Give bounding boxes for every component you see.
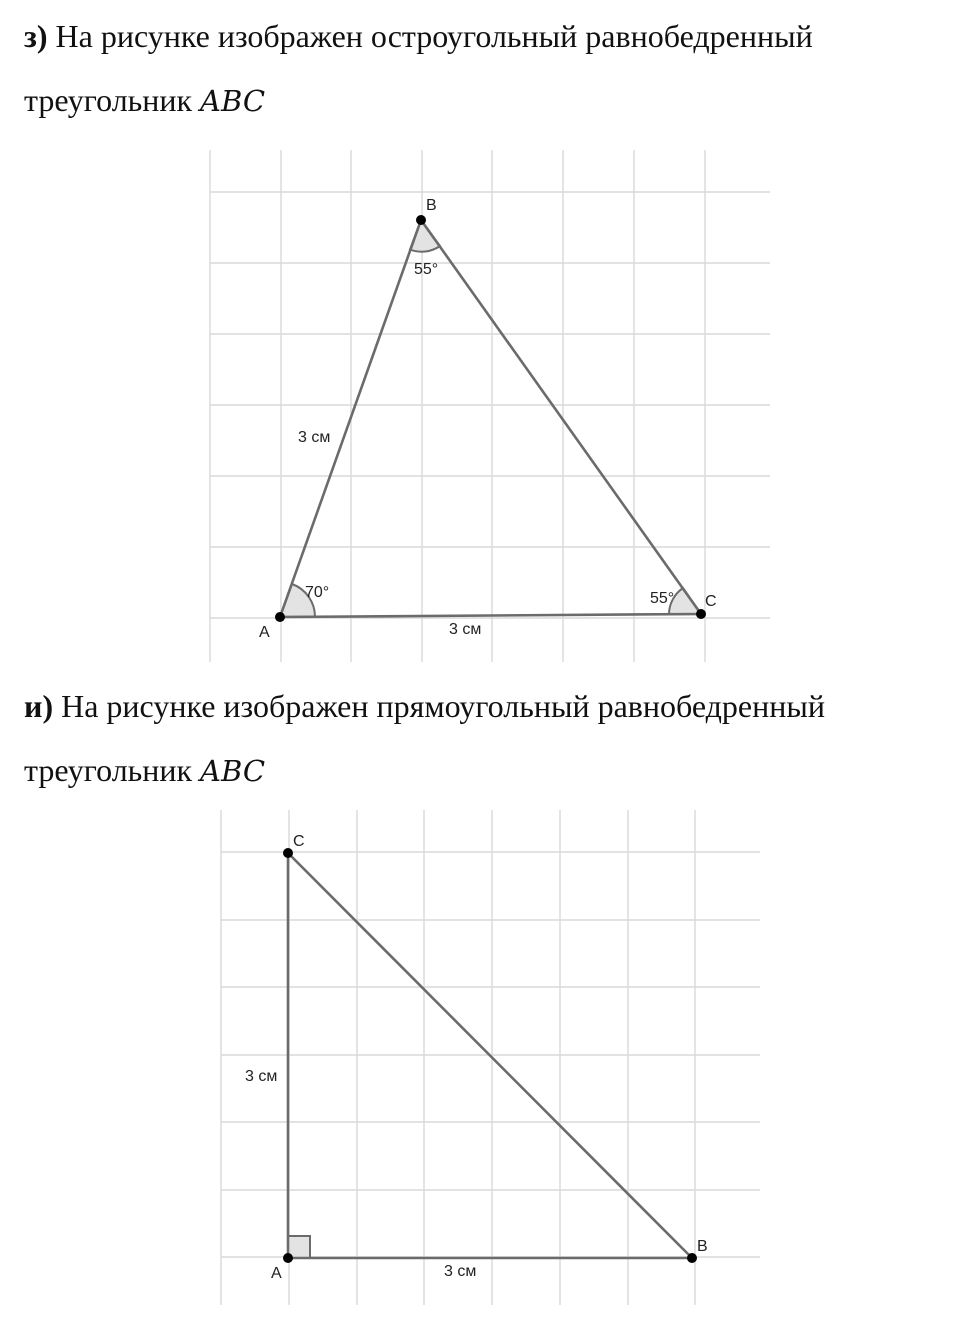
side-bc bbox=[421, 220, 701, 614]
problem-z-text: На рисунке изображен остроугольный равнобедренный bbox=[55, 18, 813, 54]
vertex-c-point bbox=[283, 848, 293, 858]
figure-z bbox=[210, 150, 770, 662]
angle-c-label: 55° bbox=[650, 590, 675, 607]
problem-z-text-line2: треугольник bbox=[24, 82, 193, 118]
vertex-a-label: A bbox=[271, 1265, 282, 1282]
problem-i-letter: и) bbox=[24, 688, 54, 724]
figure-i bbox=[221, 810, 760, 1305]
side-ac-label: 3 см bbox=[449, 621, 482, 638]
problem-i-text: На рисунке изображен прямоугольный равнобедренный bbox=[61, 688, 825, 724]
angle-b-label: 55° bbox=[414, 261, 439, 278]
vertex-b-point bbox=[687, 1253, 697, 1263]
side-ab-label: 3 см bbox=[298, 429, 331, 446]
side-ac-label: 3 см bbox=[245, 1068, 278, 1085]
problem-i-triangle-name: ABC bbox=[200, 754, 266, 788]
problem-z-letter: з) bbox=[24, 18, 48, 54]
problem-z-triangle-name: ABC bbox=[200, 84, 266, 118]
vertex-a-label: A bbox=[259, 624, 270, 641]
vertex-c-point bbox=[696, 609, 706, 619]
angle-a-label: 70° bbox=[305, 584, 330, 601]
vertex-a-point bbox=[275, 612, 285, 622]
vertex-a-point bbox=[283, 1253, 293, 1263]
vertex-b-point bbox=[416, 215, 426, 225]
vertex-c-label: C bbox=[293, 833, 305, 850]
problem-i-text-line2: треугольник bbox=[24, 752, 193, 788]
vertex-b-label: B bbox=[697, 1238, 708, 1255]
vertex-c-label: C bbox=[705, 593, 717, 610]
side-ac bbox=[280, 614, 701, 617]
side-ab-label: 3 см bbox=[444, 1263, 477, 1280]
vertex-b-label: B bbox=[426, 197, 437, 214]
